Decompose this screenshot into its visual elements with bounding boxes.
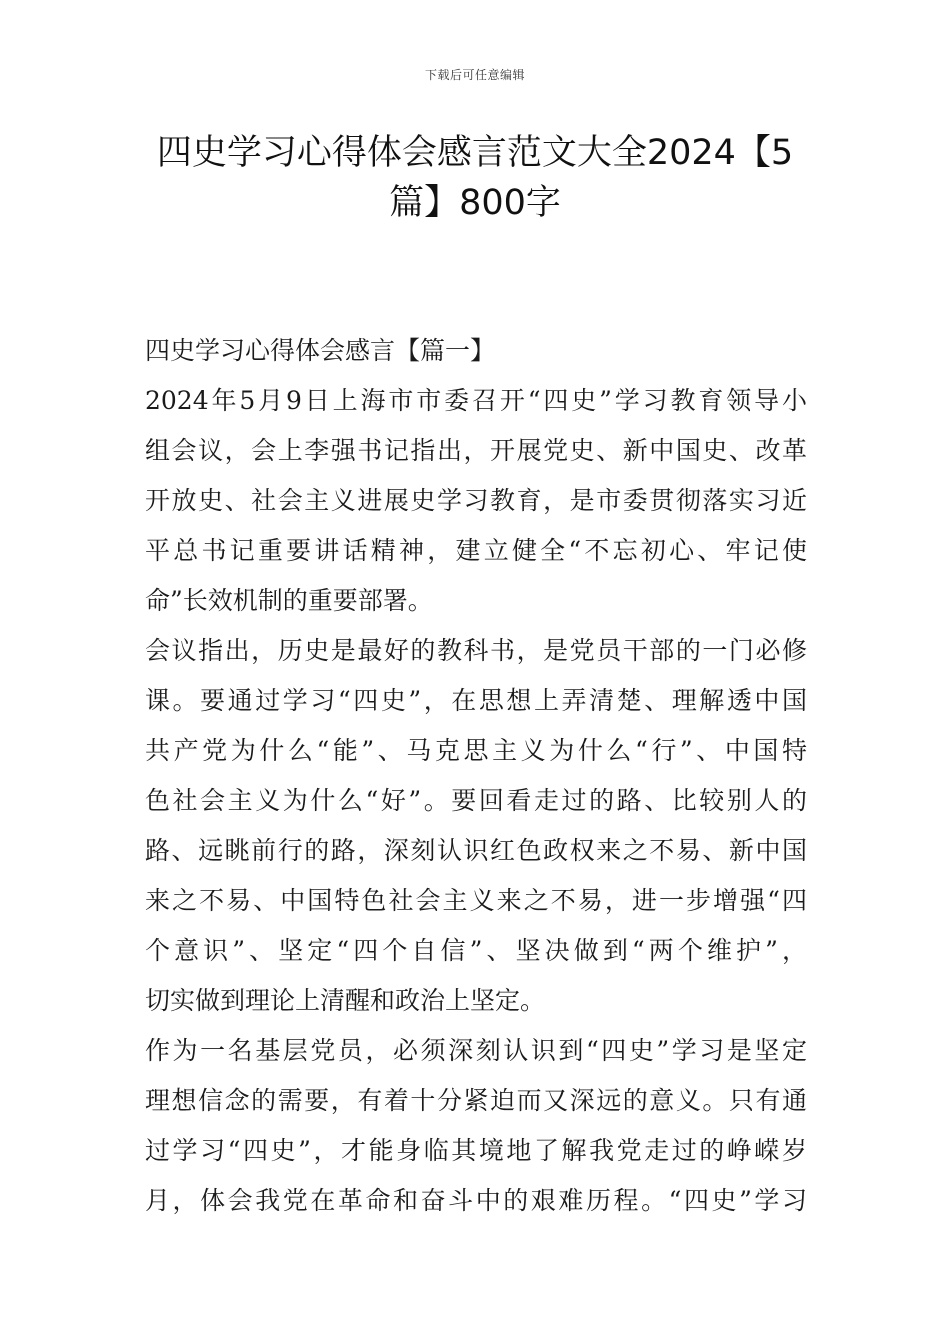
- paragraph-line: 月，体会我党在革命和奋斗中的艰难历程。“四史”学习: [145, 1186, 807, 1215]
- paragraph-line: 平总书记重要讲话精神，建立健全“不忘初心、牢记使: [145, 536, 807, 565]
- paragraph-line: 会议指出，历史是最好的教科书，是党员干部的一门必修: [145, 636, 807, 665]
- paragraph-line: 开放史、社会主义进展史学习教育，是市委贯彻落实习近: [145, 486, 807, 515]
- paragraph-line: 切实做到理论上清醒和政治上坚定。: [145, 986, 546, 1015]
- page-header-note: 下载后可任意编辑: [424, 68, 525, 82]
- paragraph-2: [145, 626, 807, 1026]
- paragraph-line: 个意识”、坚定“四个自信”、坚决做到“两个维护”，: [145, 936, 807, 965]
- paragraph-line: 共产党为什么“能”、马克思主义为什么“行”、中国特: [145, 736, 807, 765]
- paragraph-line: 色社会主义为什么“好”。要回看走过的路、比较别人的: [145, 786, 807, 815]
- paragraph-line: 组会议，会上李强书记指出，开展党史、新中国史、改革: [145, 436, 807, 465]
- title-line-1: 四史学习心得体会感言范文大全2024【5: [156, 133, 794, 173]
- paragraph-line: 过学习“四史”，才能身临其境地了解我党走过的峥嵘岁: [145, 1136, 807, 1165]
- section-heading: 四史学习心得体会感言【篇一】: [145, 336, 496, 365]
- title-line-2: 篇】800字: [389, 183, 561, 223]
- paragraph-3: [145, 1026, 807, 1226]
- paragraph-line: 理想信念的需要，有着十分紧迫而又深远的意义。只有通: [145, 1086, 807, 1115]
- paragraph-line: 课。要通过学习“四史”，在思想上弄清楚、理解透中国: [145, 686, 807, 715]
- document-title: [140, 128, 810, 228]
- paragraph-line: 作为一名基层党员，必须深刻认识到“四史”学习是坚定: [145, 1036, 807, 1065]
- document-body: [145, 326, 807, 1226]
- paragraph-line: 2024年5月9日上海市市委召开“四史”学习教育领导小: [145, 386, 807, 415]
- paragraph-1: [145, 376, 807, 626]
- paragraph-line: 命”长效机制的重要部署。: [145, 586, 433, 615]
- paragraph-line: 来之不易、中国特色社会主义来之不易，进一步增强“四: [145, 886, 807, 915]
- paragraph-line: 路、远眺前行的路，深刻认识红色政权来之不易、新中国: [145, 836, 807, 865]
